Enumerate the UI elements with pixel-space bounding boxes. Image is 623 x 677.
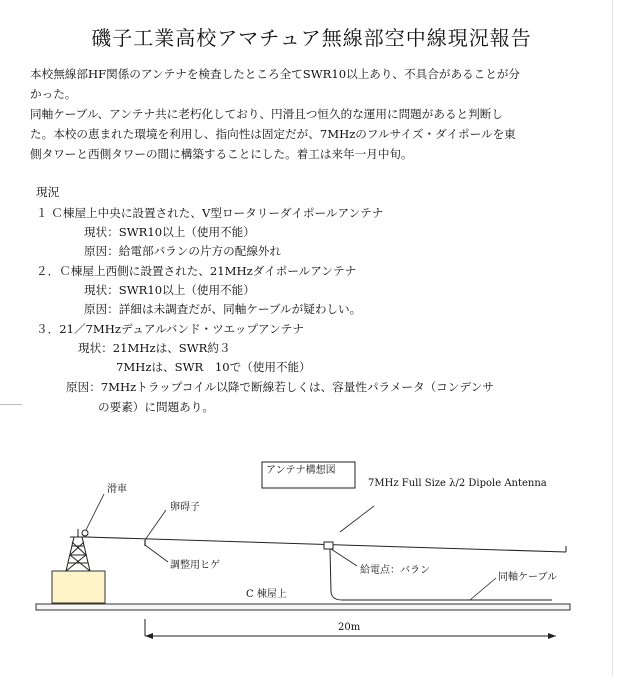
intro-line: 同軸ケーブル、アンテナ共に老朽化しており、円滑且つ恒久的な運用に問題があると判断し [30,107,503,121]
antenna-title: 7MHz Full Size λ/2 Dipole Antenna [368,478,547,489]
intro-line: かった。 [30,87,77,101]
adjust-rope-label: 調整用ヒゲ [170,560,220,571]
item1-cause: 原因：給電部バランの片方の配線外れ [84,244,282,258]
item3-state-2: 7MHzは、SWR 10で（使用不能） [116,360,311,374]
status-heading: 現況 [36,185,60,199]
feedpoint-leader [331,549,357,566]
feedpoint-label: 給電点：バラン [360,565,430,576]
item3-title: ３．21／7MHzデュアルバンド・ツエップアンテナ [36,322,304,336]
antenna-title-leader [340,506,374,532]
dimension-arrow-left [145,633,153,639]
intro-line: 側タワーと西側タワーの間に構築することにした。着工は来年一月中旬。 [30,147,413,161]
pulley-leader [86,494,104,530]
balun-icon [324,542,333,549]
item3-state-1: 現状：21MHzは、SWR約３ [78,341,231,355]
roof-label: C 棟屋上 [246,589,287,600]
dimension-arrow-right [548,633,556,639]
intro-line: た。本校の恵まれた環境を利用し、指向性は固定だが、7MHzのフルサイズ・ダイポールを東 [30,127,516,141]
intro-line: 本校無線部HF関係のアンテナを検査したところ全てSWR10以上あり、不具合があることが分 [30,67,521,81]
distance-label: 20m [338,622,361,633]
page-title: 磯子工業高校アマチュア無線部空中線現況報告 [91,26,532,50]
item1-title: １ Ｃ棟屋上中央に設置された、V型ロータリーダイポールアンテナ [36,206,384,220]
coax-label: 同軸ケーブル [498,572,558,583]
item2-title: ２．Ｃ棟屋上西側に設置された、21MHzダイポールアンテナ [36,264,357,278]
item3-cause-2: の要素）に問題あり。 [98,400,214,414]
insulator-label: 卵碍子 [170,502,200,513]
item1-state: 現状：SWR10以上（使用不能） [84,225,255,239]
tower-base [52,571,105,603]
coax-leader [470,578,496,600]
item2-cause: 原因：詳細は未調査だが、同軸ケーブルが疑わしい。 [84,302,362,316]
adjust-rope-leader [145,545,168,562]
diagram-box-label: アンテナ構想図 [266,465,336,476]
roof-slab [36,604,570,610]
insulator-leader [145,510,166,540]
pulley-icon [82,530,88,536]
item3-cause-1: 原因：7MHzトラップコイル以降で断線若しくは、容量性パラメータ（コンデンサ [66,380,494,394]
item2-state: 現状：SWR10以上（使用不能） [84,283,255,297]
pulley-label: 滑車 [107,484,127,495]
